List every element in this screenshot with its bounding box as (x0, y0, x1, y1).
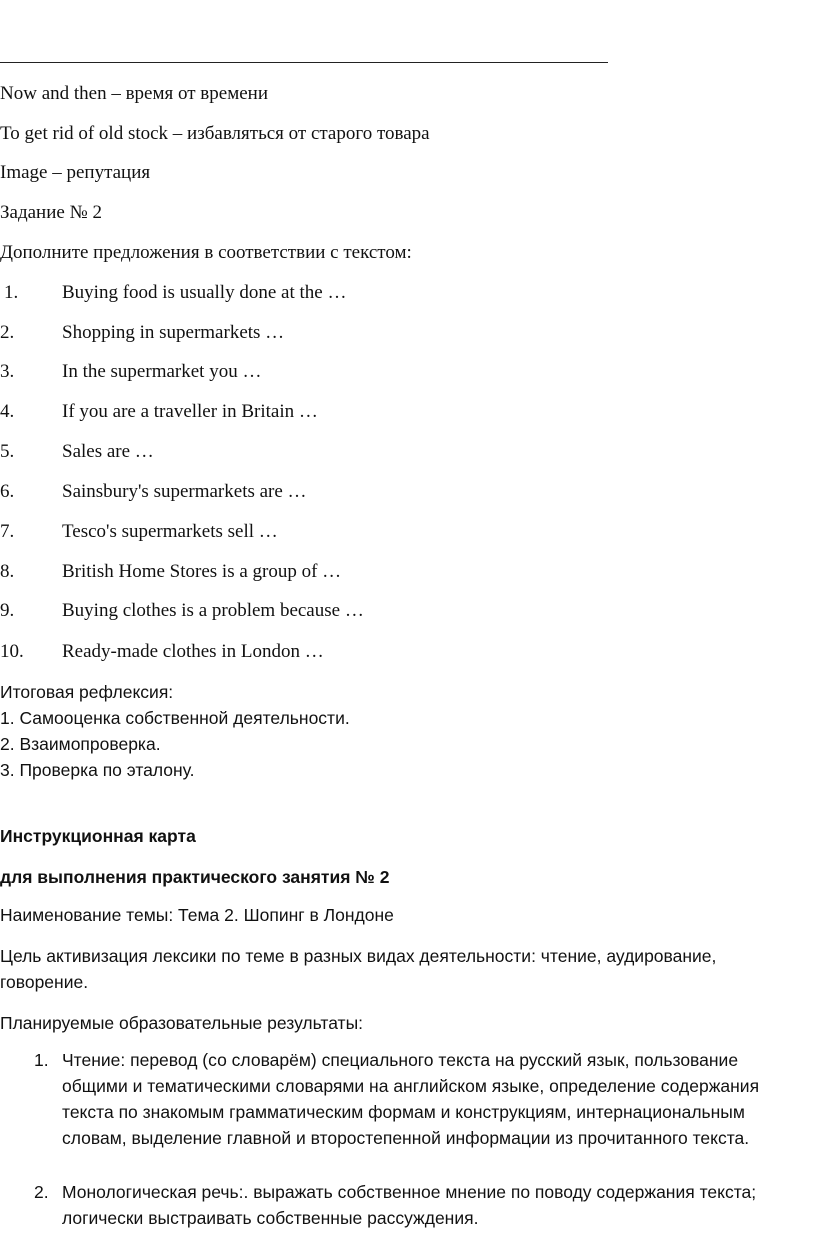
list-item: Чтение: перевод (со словарём) специального текста на русский язык, пользование общими и тематическими словарями на английском языке, определение содержания текста по знакомым грамматическим формам и конструкциям, интернациональным словам, выделение главной и второстепенной информации из прочитанного текста. (62, 1050, 760, 1148)
list-item: Sainsbury's supermarkets are … (62, 481, 307, 502)
list-number: 2. (0, 322, 15, 343)
list-item: Tesco's supermarkets sell … (62, 521, 278, 542)
list-number: 8. (0, 561, 15, 582)
horizontal-rule (0, 62, 608, 63)
list-item: If you are a traveller in Britain … (62, 401, 318, 422)
list-item: Shopping in supermarkets … (62, 322, 285, 343)
list-item: In the supermarket you … (62, 361, 262, 382)
list-number: 7. (0, 521, 15, 542)
list-number: 9. (0, 600, 15, 621)
list-item: British Home Stores is a group of … (62, 561, 342, 582)
list-number: 2. (34, 1182, 49, 1202)
list-item: Ready-made clothes in London … (62, 641, 324, 662)
reflection-title: Итоговая рефлексия: (0, 682, 174, 702)
vocab-line: To get rid of old stock – избавляться от старого товара (0, 123, 430, 144)
reflection-item: 1. Самооценка собственной деятельности. (0, 708, 350, 728)
outcomes-title: Планируемые образовательные результаты: (0, 1013, 364, 1033)
topic-line: Наименование темы: Тема 2. Шопинг в Лондоне (0, 905, 394, 925)
list-number: 3. (0, 361, 15, 382)
vocab-line: Now and then – время от времени (0, 83, 269, 104)
list-number: 1. (4, 282, 19, 303)
list-item: Buying food is usually done at the … (62, 282, 347, 303)
card-subtitle: для выполнения практического занятия № 2 (0, 867, 390, 887)
list-number: 4. (0, 401, 15, 422)
card-title: Инструкционная карта (0, 826, 196, 846)
reflection-item: 2. Взаимопроверка. (0, 734, 161, 754)
list-number: 1. (34, 1050, 49, 1070)
list-item: Монологическая речь:. выражать собственное мнение по поводу содержания текста; логически выстраивать собственные рассуждения. (62, 1182, 757, 1228)
task-instruction: Дополните предложения в соответствии с текстом: (0, 242, 412, 263)
task-title: Задание № 2 (0, 202, 102, 223)
list-item: Sales are … (62, 441, 154, 462)
reflection-item: 3. Проверка по эталону. (0, 760, 195, 780)
list-item: Buying clothes is a problem because … (62, 600, 364, 621)
list-number: 6. (0, 481, 15, 502)
vocab-line: Image – репутация (0, 162, 151, 183)
list-number: 10. (0, 641, 24, 662)
goal-paragraph: Цель активизация лексики по теме в разных видах деятельности: чтение, аудирование, говорение. (0, 946, 717, 992)
list-number: 5. (0, 441, 15, 462)
